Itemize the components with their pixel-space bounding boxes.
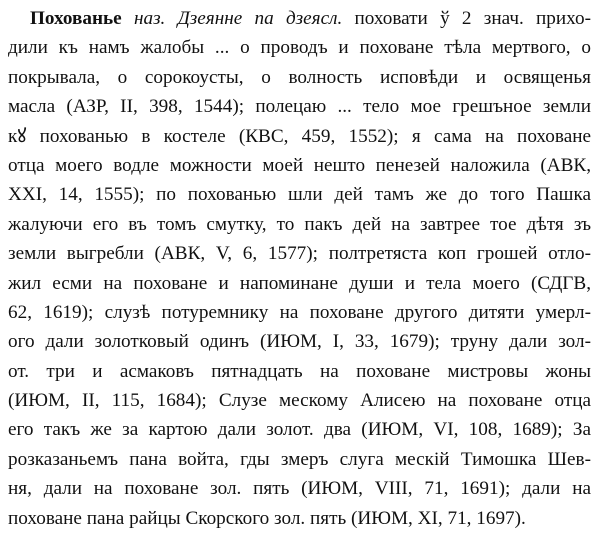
dictionary-entry xyxy=(8,4,591,533)
entry-line-2: дили къ намъ жалобы ... о проводъ и поховане тѣла мертвого, о xyxy=(8,37,591,59)
grammar-note: наз. Дзеянне па дзеясл. xyxy=(133,8,343,29)
entry-line-3: покрывала, о сорокоусты, о волность исповѣди и освященья xyxy=(8,66,591,88)
entry-line-18: поховане пана райцы Скорского зол. пять (ИЮМ, XI, 71, 1697). xyxy=(8,507,526,529)
entry-line-15: его такъ же за картою дали золот. два (ИЮМ, VI, 108, 1689); За xyxy=(8,419,591,441)
entry-line-12: ого дали золотковый одинъ (ИЮМ, I, 33, 1679); труну дали зол- xyxy=(8,331,591,353)
entry-line-1-text: поховати ў 2 знач. прихо- xyxy=(342,8,592,29)
entry-line-11: 62, 1619); слузѣ потуремнику на поховане другого дитяти умерл- xyxy=(8,301,591,323)
entry-line-10: жил есми на поховане и напоминане души и тела моего (СДГВ, xyxy=(8,272,591,294)
entry-line-13: от. три и асмаковъ пятнадцать на поховане мистровы жоны xyxy=(8,360,591,382)
entry-line-7: XXI, 14, 1555); по похованью шли дей тамъ же до того Пашка xyxy=(8,184,591,206)
entry-line-17: ня, дали на поховане зол. пять (ИЮМ, VIII, 71, 1691); дали на xyxy=(8,478,591,500)
entry-line-9: земли выгребли (АВК, V, 6, 1577); полтретяста коп грошей отло- xyxy=(8,243,591,265)
entry-line-14: (ИЮМ, II, 115, 1684); Слузе мескому Алисею на поховане отца xyxy=(8,390,591,412)
entry-line-6: отца моего водле можности моей нешто пенезей наложила (АВК, xyxy=(8,154,591,176)
entry-line-5: кꙋ похованью в костеле (КВС, 459, 1552); я сама на поховане xyxy=(8,125,591,147)
entry-line-1 xyxy=(8,4,591,33)
entry-line-4: масла (АЗР, II, 398, 1544); полецаю ... тело мое грешъное земли xyxy=(8,96,591,118)
headword: Похованье xyxy=(30,8,122,29)
entry-line-16: розказаньемъ пана войта, гды змеръ слуга мескій Тимошка Шев- xyxy=(8,448,591,470)
entry-line-8: жалуючи его въ томъ смутку, то пакъ дей на завтрее тое дѣтя зъ xyxy=(8,213,591,235)
